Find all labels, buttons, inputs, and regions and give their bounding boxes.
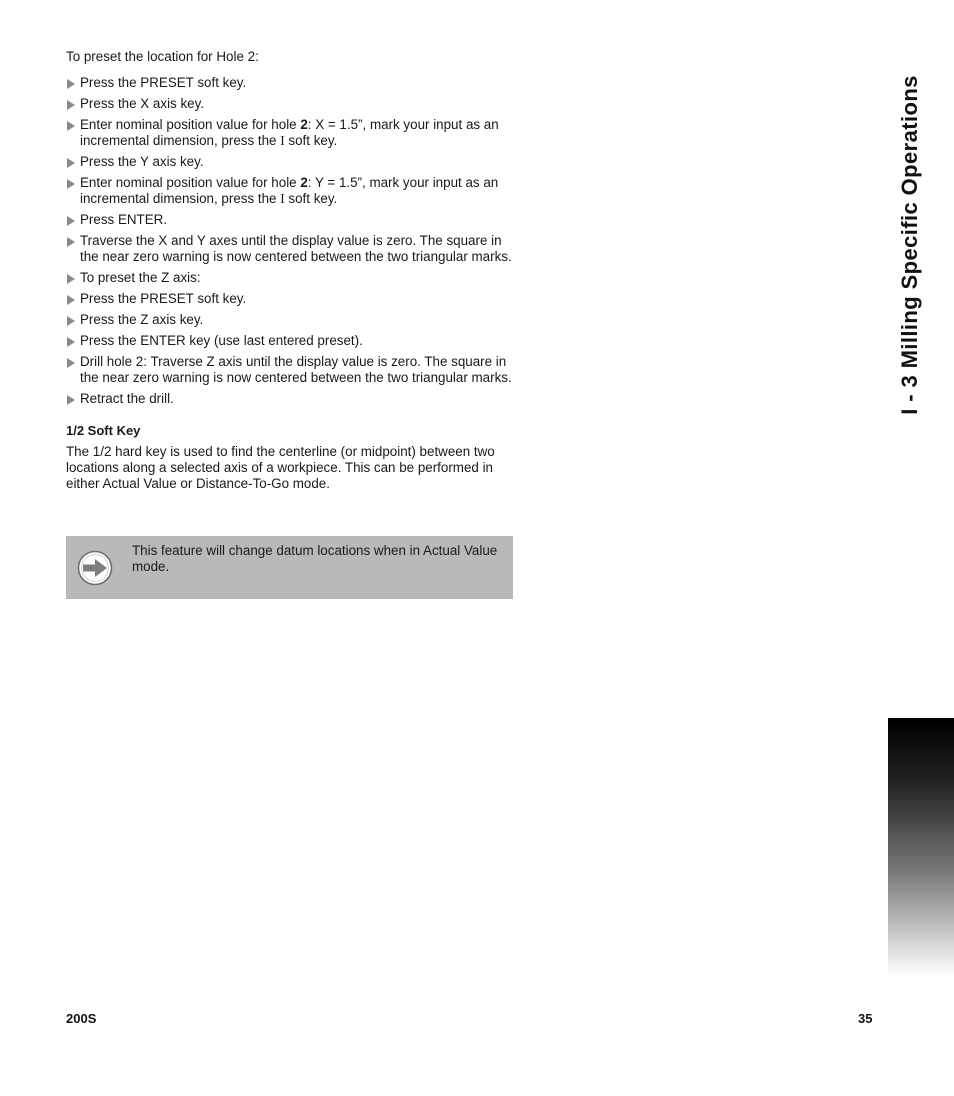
- list-item: Retract the drill.: [66, 391, 516, 407]
- list-item: To preset the Z axis:: [66, 270, 516, 286]
- bullet-triangle-icon: [67, 316, 75, 326]
- list-item: Enter nominal position value for hole 2: X = 1.5”, mark your input as an incremental dimension, press the I soft key.: [66, 117, 516, 149]
- incremental-key-glyph: I: [280, 133, 285, 148]
- list-item: Traverse the X and Y axes until the display value is zero. The square in the near zero warning is now centered between the two triangular marks.: [66, 233, 516, 265]
- bullet-triangle-icon: [67, 158, 75, 168]
- bullet-triangle-icon: [67, 179, 75, 189]
- list-item: Drill hole 2: Traverse Z axis until the display value is zero. The square in the near zero warning is now centered between the two triangular marks.: [66, 354, 516, 386]
- list-item: Press the Z axis key.: [66, 312, 516, 328]
- bullet-triangle-icon: [67, 395, 75, 405]
- list-item: Enter nominal position value for hole 2: Y = 1.5”, mark your input as an incremental dimension, press the I soft key.: [66, 175, 516, 207]
- bullet-triangle-icon: [67, 274, 75, 284]
- list-item: Press the PRESET soft key.: [66, 291, 516, 307]
- bullet-triangle-icon: [67, 337, 75, 347]
- chapter-title: I - 3 Milling Specific Operations: [897, 75, 922, 415]
- step-list: [66, 75, 516, 407]
- bullet-triangle-icon: [67, 121, 75, 131]
- intro-text: To preset the location for Hole 2:: [66, 49, 259, 64]
- note-text: This feature will change datum locations when in Actual Value mode.: [132, 543, 498, 574]
- bullet-triangle-icon: [67, 100, 75, 110]
- list-item: Press ENTER.: [66, 212, 516, 228]
- bullet-triangle-icon: [67, 358, 75, 368]
- incremental-key-glyph: I: [280, 191, 285, 206]
- bullet-triangle-icon: [67, 79, 75, 89]
- bullet-triangle-icon: [67, 216, 75, 226]
- section-heading: 1/2 Soft Key: [66, 423, 141, 438]
- bullet-triangle-icon: [67, 295, 75, 305]
- chapter-tab-gradient: [888, 718, 954, 976]
- page-number: 35: [858, 1011, 873, 1026]
- section-paragraph: The 1/2 hard key is used to find the centerline (or midpoint) between two locations along a selected axis of a workpiece. This can be performed in either Actual Value or Distance-To-Go mode.: [66, 444, 495, 491]
- list-item: Press the Y axis key.: [66, 154, 516, 170]
- note-box: [66, 536, 513, 599]
- list-item: Press the X axis key.: [66, 96, 516, 112]
- arrow-right-icon: [77, 550, 113, 586]
- list-item: Press the ENTER key (use last entered preset).: [66, 333, 516, 349]
- main-content: [66, 49, 516, 492]
- bullet-triangle-icon: [67, 237, 75, 247]
- footer-product: 200S: [66, 1011, 97, 1026]
- list-item: Press the PRESET soft key.: [66, 75, 516, 91]
